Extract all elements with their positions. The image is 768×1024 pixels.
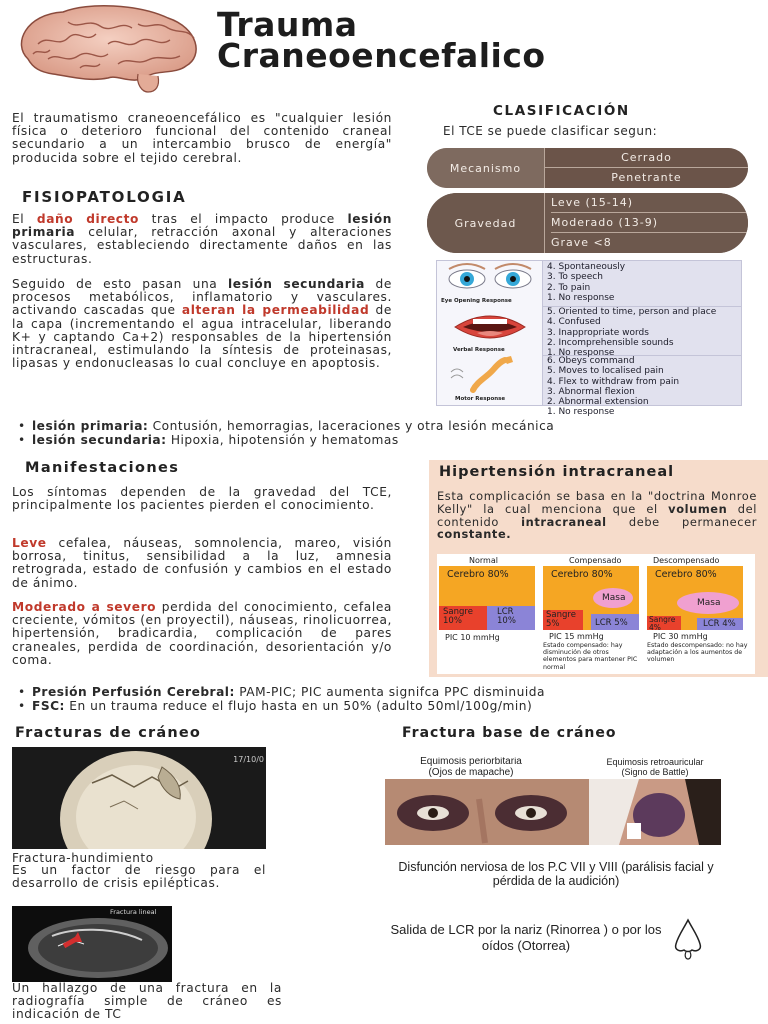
descompensado-panel <box>647 566 743 630</box>
mecanismo-pill <box>427 148 748 188</box>
bullet-text: En un trauma reduce el flujo hasta en un 50% (adulto 50ml/100g/min) <box>64 698 533 713</box>
label-line: Equimosis periorbitaria <box>420 757 522 767</box>
page-title <box>217 5 757 75</box>
normal-title: Normal <box>469 556 498 565</box>
eye-image <box>437 261 543 307</box>
raccoon-label <box>385 757 557 778</box>
gcs-table <box>436 260 742 418</box>
clasificacion-subtitle: El TCE se puede clasificar segun: <box>443 124 658 138</box>
descompensado-title: Descompensado <box>653 556 720 565</box>
intro-paragraph: El traumatismo craneoencefálico es "cualquier lesión física o deterioro funcional del contenido craneal secundario a un intercambio brusco de energía" producida sobre el tejido cerebral. <box>12 111 392 165</box>
list-item: 3. Inappropriate words <box>547 327 649 338</box>
hic-panel <box>429 460 768 677</box>
text-span: tras el impacto produce <box>139 212 348 226</box>
moderado-label: Moderado (13-9) <box>551 213 748 233</box>
raccoon-eyes-photo <box>385 757 589 845</box>
manifestaciones-heading: Manifestaciones <box>25 460 180 476</box>
compensado-title: Compensado <box>569 556 622 565</box>
list-item: 4. Flex to withdraw from pain <box>547 376 680 387</box>
normal-panel <box>439 566 535 630</box>
text-span: debe permanecer <box>606 514 757 529</box>
pill-divider <box>544 193 545 253</box>
fisiopatologia-heading: FISIOPATOLOGIA <box>22 188 187 206</box>
list-item: 4. Confused <box>547 317 601 328</box>
list-item: 2. Abnormal extension <box>547 397 649 408</box>
arm-image <box>437 356 543 405</box>
fractura-hundimiento-title: Fractura-hundimiento <box>12 851 154 865</box>
label-line: (Signo de Battle) <box>621 767 689 777</box>
lcr-label: LCR 10% <box>497 607 516 626</box>
battle-sign-photo <box>589 757 721 845</box>
volumen-highlight: volumen <box>668 501 728 516</box>
cerebro-label: Cerebro 80% <box>447 569 509 580</box>
leve-highlight: Leve <box>12 536 47 550</box>
eye-items <box>547 262 625 303</box>
danio-directo-highlight: daño directo <box>36 212 140 226</box>
xray-image <box>12 906 172 982</box>
motor-caption: Motor Response <box>455 396 506 402</box>
list-item: 1. No response <box>547 348 615 359</box>
bullet-label: Presión Perfusión Cerebral: <box>32 685 235 699</box>
masa-label: Masa <box>697 598 721 608</box>
fisiopatologia-paragraph-1 <box>12 213 392 266</box>
alteran-permeabilidad-highlight: alteran la permeabilidad <box>181 303 370 318</box>
manifestaciones-moderado <box>12 601 392 667</box>
text-span: perdida del conocimiento, cefalea creciente, vómitos (en proyectil), náuseas, rinolicuorrea, hipertensión, bradicardia, complicación de pares craneales, perdida de coordinación, desorientación y/o coma. <box>12 600 392 667</box>
grave-label: Grave <8 <box>551 233 748 253</box>
disfuncion-text: Disfunción nerviosa de los P.C VII y VIII (parálisis facial y pérdida de la audición) <box>398 860 714 888</box>
text-span: del contenido <box>437 501 757 529</box>
list-item: 1. No response <box>547 407 615 418</box>
title-line-2: Craneoencefalico <box>217 36 546 75</box>
bullet-text: PAM-PIC; PIC aumenta signifca PPC disminuida <box>234 685 545 699</box>
fisiopatologia-paragraph-2 <box>12 278 392 370</box>
brain-illustration <box>8 4 206 94</box>
gravedad-pill <box>427 193 748 253</box>
cerebro-label: Cerebro 80% <box>655 569 717 580</box>
list-item: 2. To pain <box>547 282 591 293</box>
bullet-label: FSC: <box>32 698 65 713</box>
cerrado-label: Cerrado <box>545 148 748 168</box>
lesion-bullet-list <box>14 420 754 447</box>
sangre-label: Sangre 10% <box>443 607 473 626</box>
compensado-panel <box>543 566 639 630</box>
base-heading: Fractura base de cráneo <box>402 725 617 741</box>
gravedad-label: Gravedad <box>427 193 544 253</box>
sangre-label: Sangre 4% <box>649 615 676 632</box>
list-item: 3. To speech <box>547 272 603 283</box>
cerebro-label: Cerebro 80% <box>551 569 613 580</box>
mouth-image <box>437 307 543 356</box>
motor-items <box>547 356 679 418</box>
moderado-highlight: Moderado a severo <box>12 600 157 614</box>
descompensado-note: Estado descompensado: no hay adaptación a los aumentos de volumen <box>647 642 748 664</box>
text-span: de procesos metabólicos, inflamatorio y vasculares. activando cascadas que <box>12 277 392 318</box>
skull-3d-image <box>12 747 266 849</box>
list-item: 3. Abnormal flexion <box>547 386 635 397</box>
list-item: 6. Obeys command <box>547 356 635 366</box>
bullet-text: Contusión, hemorragias, laceraciones y otra lesión mecánica <box>148 419 555 433</box>
gcs-eye-row <box>437 261 741 307</box>
masa-label: Masa <box>602 593 626 603</box>
lesion-secundaria-highlight: lesión secundaria <box>227 277 365 291</box>
compensado-note: Estado compensado: hay disminución de otros elementos para mantener PIC normal <box>543 642 638 671</box>
label-line: (Ojos de mapache) <box>428 766 514 778</box>
lcr-label: LCR 4% <box>703 619 736 629</box>
image-timestamp: 17/10/0 <box>233 755 264 764</box>
perfusion-bullet-list <box>14 686 764 713</box>
text-span: El <box>12 212 37 226</box>
list-item: 2. Incomprehensible sounds <box>547 337 674 348</box>
list-item <box>14 434 754 448</box>
verbal-caption: Verbal Response <box>453 347 505 353</box>
text-span: Seguido de esto pasan una <box>12 277 228 291</box>
nose-drip-icon <box>666 918 710 960</box>
title-line-1: Trauma <box>217 5 358 44</box>
descompensado-pic: PIC 30 mmHg <box>653 632 708 641</box>
intracraneal-highlight: intracraneal <box>521 514 607 529</box>
manifestaciones-leve <box>12 537 392 590</box>
lcr-text: Salida de LCR por la nariz (Rinorrea ) o por los oídos (Otorrea) <box>390 922 662 953</box>
bullet-label: lesión primaria: <box>32 419 149 433</box>
lesion-primaria-highlight: lesión primaria <box>12 212 392 240</box>
label-line: Equimosis retroauricular <box>606 757 704 767</box>
hic-diagram <box>437 554 755 674</box>
list-item <box>14 420 754 434</box>
list-item: 5. Oriented to time, person and place <box>547 307 717 317</box>
mecanismo-label: Mecanismo <box>427 148 544 188</box>
radiografia-caption: Un hallazgo de una fractura en la radiografía simple de cráneo es indicación de TC <box>12 981 282 1022</box>
hic-description <box>437 490 757 541</box>
list-item: 5. Moves to localised pain <box>547 366 664 377</box>
lcr-label: LCR 5% <box>595 618 628 628</box>
leve-label: Leve (15-14) <box>551 193 748 213</box>
constante-highlight: constante. <box>437 527 512 542</box>
bullet-label: lesión secundaria: <box>32 432 167 447</box>
list-item <box>14 700 764 714</box>
penetrante-label: Penetrante <box>545 168 748 188</box>
manifestaciones-intro: Los síntomas dependen de la gravedad del TCE, principalmente los pacientes pierden el conocimiento. <box>12 485 392 513</box>
list-item: 4. Spontaneously <box>547 262 626 272</box>
battle-label <box>589 757 721 777</box>
fractura-hundimiento-text: Es un factor de riesgo para el desarrollo de crisis epilépticas. <box>12 863 266 891</box>
gcs-motor-row <box>437 356 741 418</box>
eye-caption: Eye Opening Response <box>441 298 512 304</box>
list-item <box>14 686 764 700</box>
hic-heading: Hipertensión intracraneal <box>439 464 675 480</box>
text-span: celular, retracción axonal y alteraciones vasculares, estableciendo directamente daños en las estructuras. <box>12 225 392 266</box>
fracturas-heading: Fracturas de cráneo <box>15 725 202 741</box>
gcs-verbal-row <box>437 307 741 359</box>
normal-pic: PIC 10 mmHg <box>445 633 500 642</box>
xray-label: Fractura lineal <box>110 908 157 916</box>
clasificacion-heading: CLASIFICACIÓN <box>493 103 630 119</box>
text-span: de la capa (incrementando el agua intracelular, liberando K+ y captando Ca+2) responsables de la hipertensión intracraneal, estimulando la síntesis de proteinasas, lipasas y endonucleasas lo cual concluye en apoptosis. <box>12 303 392 371</box>
list-item: 1. No response <box>547 292 615 303</box>
verbal-items <box>547 307 716 358</box>
text-span: cefalea, náuseas, somnolencia, mareo, visión borrosa, tinitus, sensibilidad a la luz, amnesia retrograda, estado de confusión y cambios en el estado de ánimo. <box>12 536 392 590</box>
compensado-pic: PIC 15 mmHg <box>549 632 604 641</box>
bullet-text: Hipoxia, hipotensión y hematomas <box>166 432 399 447</box>
sangre-label: Sangre 5% <box>546 610 576 629</box>
text-span: Esta complicación se basa en la "doctrina Monroe Kelly" la cual menciona que el <box>437 489 757 516</box>
